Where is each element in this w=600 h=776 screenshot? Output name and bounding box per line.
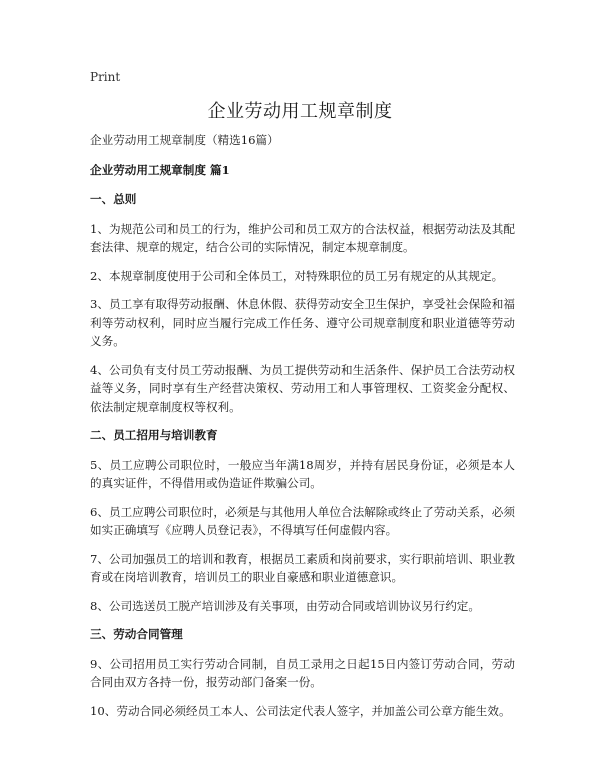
document-title: 企业劳动用工规章制度 bbox=[207, 101, 393, 122]
section-general bbox=[90, 190, 515, 416]
paragraph: 4、公司负有支付员工劳动报酬、为员工提供劳动和生活条件、保护员工合法劳动权益等义务，同时享有生产经营决策权、劳动用工和人事管理权、工资奖金分配权、依法制定规章制度权等权利。 bbox=[90, 362, 515, 414]
section-heading: 一、总则 bbox=[90, 192, 137, 206]
paragraph: 3、员工享有取得劳动报酬、休息休假、获得劳动安全卫生保护，享受社会保险和福利等劳动权利，同时应当履行完成工作任务、遵守公司规章制度和职业道德等劳动义务。 bbox=[90, 297, 515, 348]
paragraph: 7、公司加强员工的培训和教育，根据员工素质和岗前要求，实行职前培训、职业教育或在岗培训教育，培训员工的职业自豪感和职业道德意识。 bbox=[90, 551, 515, 584]
section-heading: 三、劳动合同管理 bbox=[90, 627, 183, 641]
article-title: 企业劳动用工规章制度 篇1 bbox=[90, 162, 230, 177]
paragraph: 6、员工应聘公司职位时，必须是与其他用人单位合法解除或终止了劳动关系，必须如实正确填写《应聘人员登记表》，不得填写任何虚假内容。 bbox=[90, 504, 515, 537]
print-label[interactable]: Print bbox=[90, 70, 121, 84]
section-heading: 二、员工招用与培训教育 bbox=[90, 428, 218, 442]
paragraph: 5、员工应聘公司职位时，一般应当年满18周岁，并持有居民身份证，必须是本人的真实证件，不得借用或伪造证件欺骗公司。 bbox=[90, 457, 515, 490]
section-recruitment-training bbox=[90, 426, 515, 615]
document-body bbox=[90, 131, 515, 730]
section-labor-contract bbox=[90, 625, 515, 720]
paragraph: 1、为规范公司和员工的行为，维护公司和员工双方的合法权益，根据劳动法及其配套法律、规章的规定，结合公司的实际情况，制定本规章制度。 bbox=[90, 221, 515, 254]
paragraph: 2、本规章制度使用于公司和全体员工，对特殊职位的员工另有规定的从其规定。 bbox=[90, 268, 504, 283]
paragraph: 9、公司招用员工实行劳动合同制，自员工录用之日起15日内签订劳动合同，劳动合同由双方各持一份，报劳动部门备案一份。 bbox=[90, 656, 515, 689]
paragraph: 8、公司选送员工脱产培训涉及有关事项，由劳动合同或培训协议另行约定。 bbox=[90, 598, 480, 613]
document-subtitle: 企业劳动用工规章制度（精选16篇） bbox=[90, 133, 279, 147]
paragraph: 10、劳动合同必须经员工本人、公司法定代表人签字，并加盖公司公章方能生效。 bbox=[90, 703, 511, 718]
